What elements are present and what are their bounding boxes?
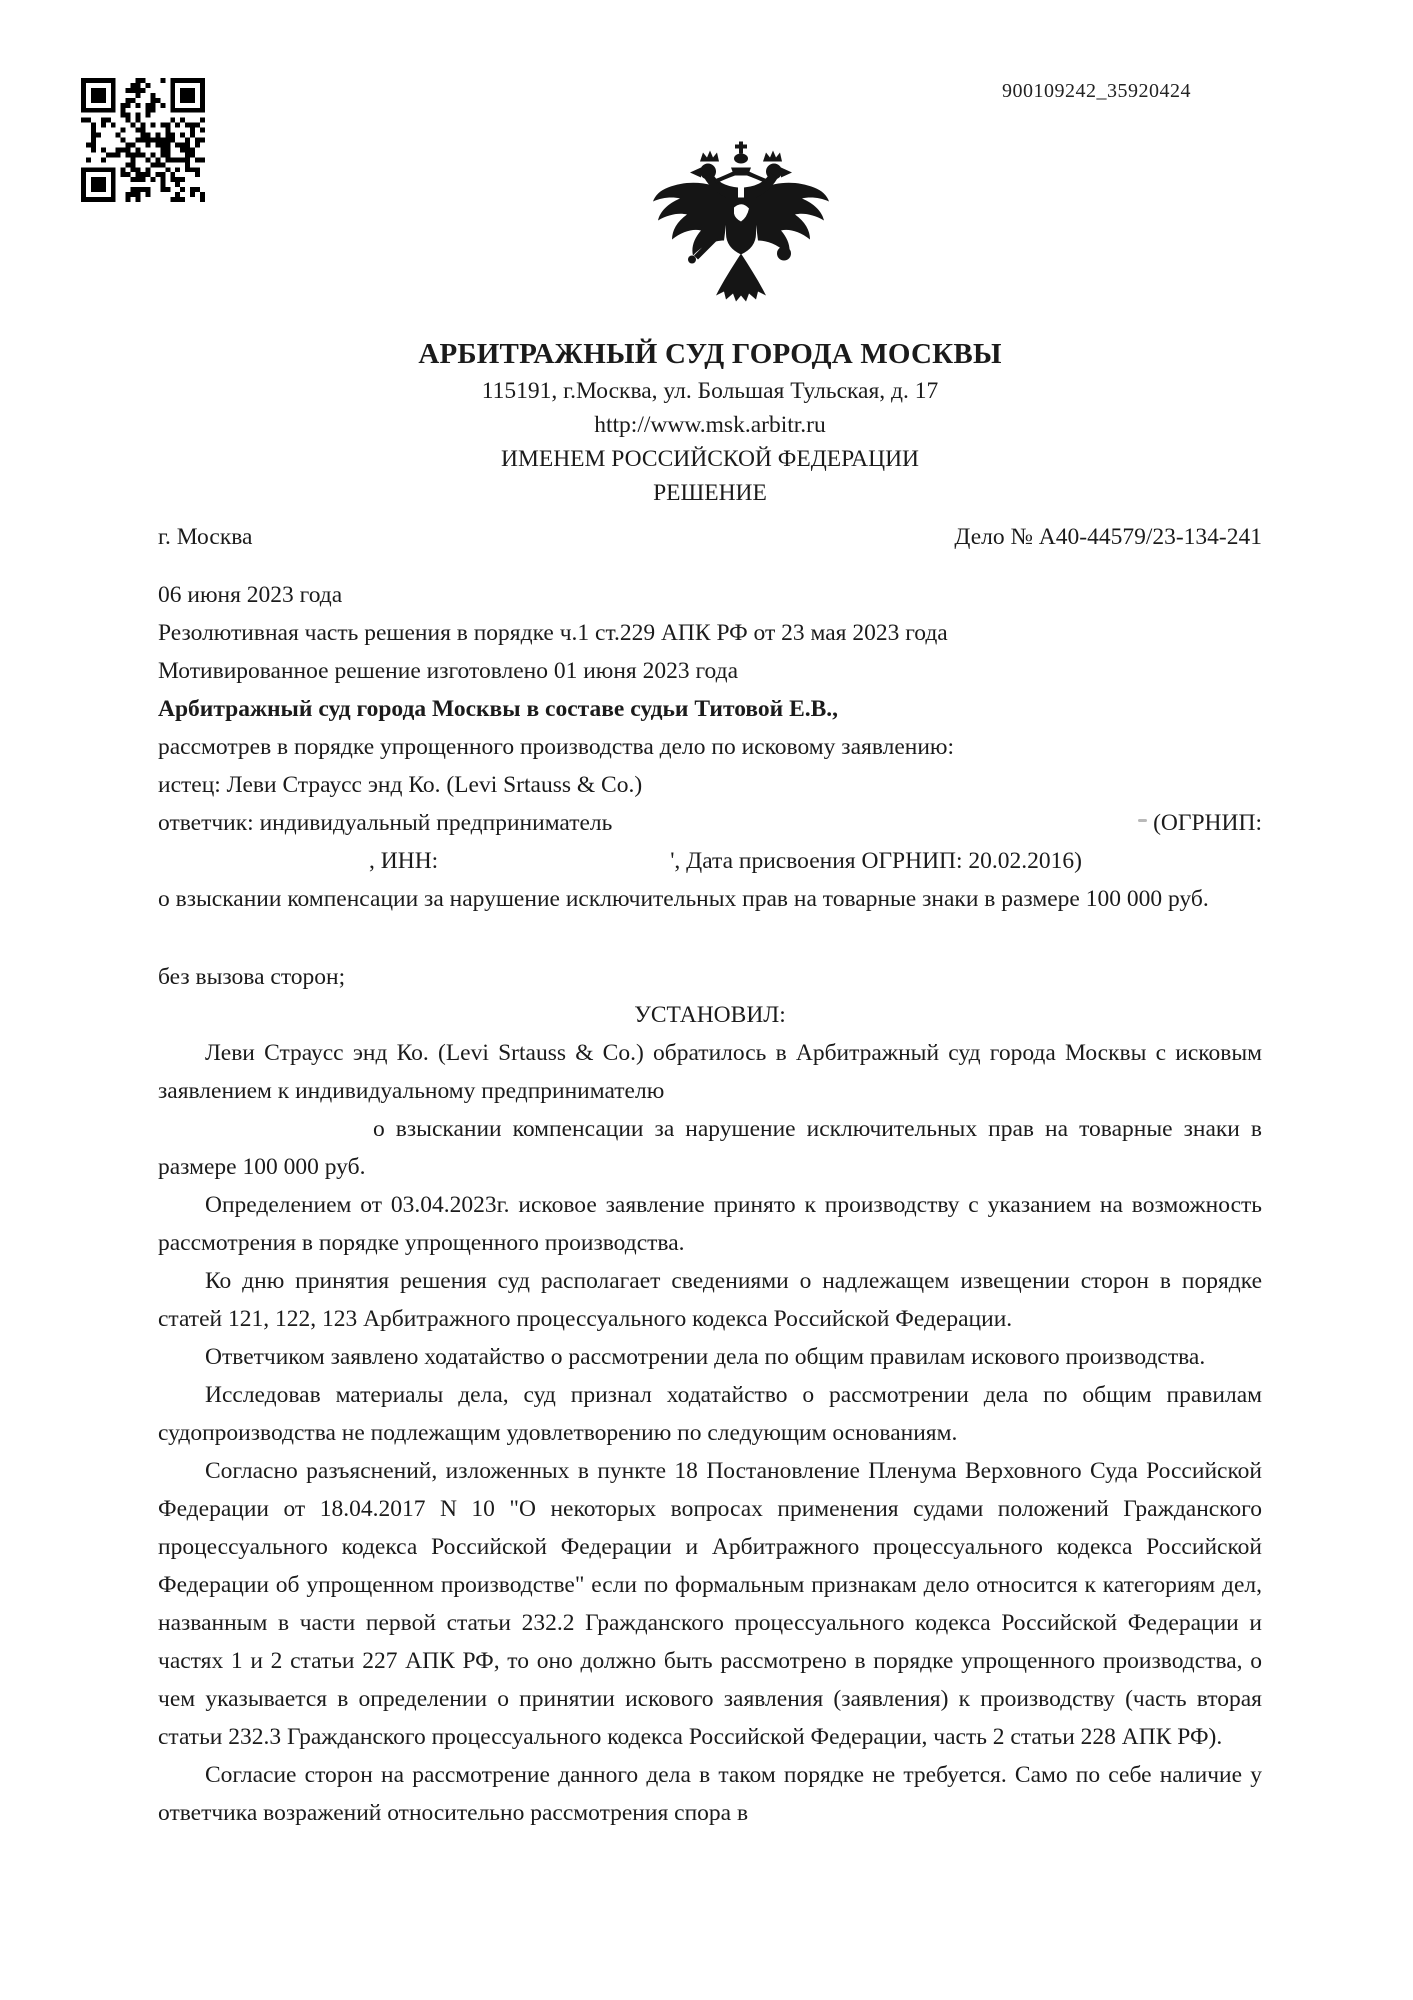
redacted-inn-value [438,867,670,868]
court-address: 115191, г.Москва, ул. Большая Тульская, д. 17 [481,378,939,404]
without-parties-line: без вызова сторон; [158,964,346,990]
defendant-line [158,804,1262,842]
paragraph: о взыскании компенсации за нарушение исключительных прав на товарные знаки в размере 100 000 руб. [158,1116,1262,1180]
document-body [158,334,1262,1832]
claim-line: о взыскании компенсации за нарушение исключительных прав на товарные знаки в размере 100 000 руб. [158,886,1209,912]
defendant-label: ответчик: индивидуальный предприниматель [158,810,613,836]
resolutive-part-line: Резолютивная часть решения в порядке ч.1 ст.229 АПК РФ от 23 мая 2023 года [158,620,948,646]
decision-date-line: 06 июня 2023 года [158,582,343,608]
decision-title: РЕШЕНИЕ [653,480,767,506]
in-the-name-line: ИМЕНЕМ РОССИЙСКОЙ ФЕДЕРАЦИИ [500,446,920,472]
court-website: http://www.msk.arbitr.ru [594,412,826,438]
paragraph: Ко дню принятия решения суд располагает сведениями о надлежащем извещении сторон в порядке статей 121, 122, 123 Арбитражного процессуального кодекса Российской Федерации. [158,1268,1262,1332]
redacted-defendant-name-2 [664,1097,849,1098]
ogrnip-date: ', Дата присвоения ОГРНИП: 20.02.2016) [670,848,1082,874]
established-heading: УСТАНОВИЛ: [634,1002,786,1028]
inn-line [158,842,1262,880]
paragraph: Исследовав материалы дела, суд признал ходатайство о рассмотрении дела по общим правилам судопроизводства не подлежащим удовлетворению по следующим основаниям. [158,1382,1262,1446]
plaintiff-line: истец: Леви Страусс энд Ко. (Levi Srtauss & Co.) [158,772,643,798]
paragraph: Определением от 03.04.2023г. исковое заявление принято к производству с указанием на возможность рассмотрения в порядке упрощенного производства. [158,1192,1262,1256]
document-id: 900109242_35920424 [1002,80,1191,102]
qr-code-image [81,78,205,202]
review-procedure-line: рассмотрев в порядке упрощенного производства дело по исковому заявлению: [158,734,954,760]
paragraph [158,1034,1262,1110]
inn-label: , ИНН: [369,848,439,874]
coat-of-arms-icon [652,140,830,308]
case-number: Дело № А40-44579/23-134-241 [954,524,1262,550]
paragraph: Согласие сторон на рассмотрение данного дела в таком порядке не требуется. Само по себе наличие у ответчика возражений относительно рассмотрения спора в [158,1762,1262,1826]
city-label: г. Москва [158,524,253,550]
motivated-decision-line: Мотивированное решение изготовлено 01 июня 2023 года [158,658,739,684]
paragraph-text: Леви Страусс энд Ко. (Levi Srtauss & Co.) обратилось в Арбитражный суд города Москвы с исковым заявлением к индивидуальному предпринимателю [158,1040,1262,1104]
ogrnip-label: (ОГРНИП: [1153,810,1262,836]
court-name: АРБИТРАЖНЫЙ СУД ГОРОДА МОСКВЫ [418,338,1002,370]
judge-line: Арбитражный суд города Москвы в составе судьи Титовой Е.В., [158,696,839,722]
paragraph: Согласно разъяснений, изложенных в пункте 18 Постановление Пленума Верховного Суда Российской Федерации от 18.04.2017 N 10 "О некоторых вопросах применения судами положений Гражданского процессуального кодекса Российской Федерации и Арбитражного процессуального кодекса Российской Федерации об упрощенном производстве" если по формальным признакам дело относится к категориям дел, названным в части первой статьи 232.2 Гражданского процессуального кодекса Российской Федерации и частях 1 и 2 статьи 227 АПК РФ, то оно должно быть рассмотрено в порядке упрощенного производства, о чем указывается в определении о принятии искового заявления (заявления) к производству (часть вторая статьи 232.3 Гражданского процессуального кодекса Российской Федерации, часть 2 статьи 228 АПК РФ). [158,1458,1262,1750]
paragraph: Ответчиком заявлено ходатайство о рассмотрении дела по общим правилам искового производства. [205,1344,1206,1370]
